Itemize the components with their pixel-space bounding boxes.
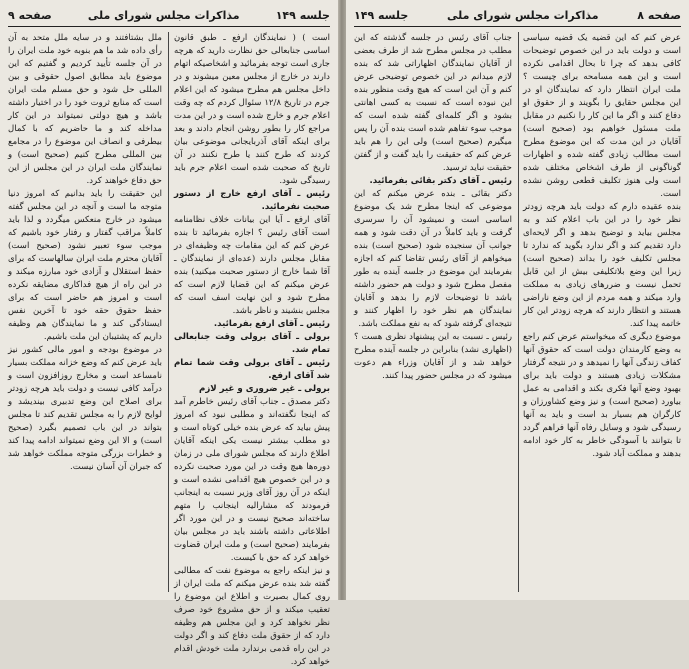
paragraph: موضوع دیگری که میخواستم عرض کنم راجع به وضع کارمندان دولت است که حقوق آنها کفاف زندگی آنها را نمیدهد و در نتیجه گرفتار مشکلات زیادی هستند و دولت باید برای بهبود وضع آنها فکری بکند و اقدامی به عمل بیاورد (صحیح است) و نیز وضع کشاورزان و کارگران هم بسیار بد است و باید به آنها رسیدگی شود و وسایل رفاه آنها فراهم گردد تا بتوانند با آسودگی خاطر به کار خود ادامه بدهند و مملکت آباد شود. <box>523 332 681 459</box>
column-divider <box>518 32 519 592</box>
header-rule <box>354 26 681 27</box>
paragraph: این حقیقت را باید بدانیم که امروز دنیا متوجه ما است و آنچه در این مجلس گفته میشود در خارج منعکس میگردد و لذا باید کاملاً مراقب گفتار و رفتار خود باشیم که موجب سوء تعبیر نشود (صحیح است) آقایان محترم ملت ایران سالهاست که برای حفظ استقلال و آزادی خود مبارزه میکند و در این راه از هیچ فداکاری مضایقه نکرده است و امروز هم حاضر است که برای حفظ حقوق حقه خود تا آخرین نفس ایستادگی کند و ما نمایندگان هم وظیفه داریم که پشتیبان این ملت باشیم. <box>8 189 162 342</box>
paragraph: جناب آقای رئیس در جلسه گذشته که این مطلب در مجلس مطرح شد از طرف بعضی از آقایان نمایندگان اظهاراتی شد که بنده لازم میدانم در این خصوص توضیحی عرض کنم و آن این است که هیچ وقت منظور بنده این نبوده است که نسبت به کسی اهانتی بشود و اگر کلمه‌ای گفته شده است که موجب سوء تفاهم شده است بنده آن را پس میگیرم (صحیح است) ولی این را هم باید عرض کنم که حقیقت را باید گفت و از گفتن حقیقت نباید ترسید. <box>354 33 512 173</box>
paragraph: رئیس ـ آقای برولی وقت شما تمام شد آقای ارفع. <box>174 358 330 381</box>
column-divider <box>168 32 169 592</box>
paragraph: دکتر مصدق ـ جناب آقای رئیس خاطرم آمد که اینجا نگفته‌اند و مطلبی نبود که امروز پیش بیاید که عرض بنده خیلی کوتاه است و دو مطلب بیشتر نیست یکی اینکه آقایان اطلاع دارند که مجلس شورای ملی در زمان دوره‌ها هیچ وقت در این مورد صحبت نکرده و در این خصوص هیچ اقدامی نشده است و اینکه در آن روز آقای وزیر نسبت به اینجانب فرمودند که مشارالیه اینجانب را متهم ساخته‌اند صحیح نیست و در این مورد اگر اطلاعاتی داشته باشند باید در مجلس بیان بفرمایند (صحیح است) و ملت ایران قضاوت خواهد کرد که حق با کیست. <box>174 397 330 563</box>
paragraph: رئیس ـ آقای ارفع بفرمائید. <box>213 319 330 329</box>
page-header <box>8 6 330 24</box>
page-number: صفحه ۸ <box>637 8 681 22</box>
paragraph: عرض کنم که این قضیه یک قضیه سیاسی است و دولت باید در این خصوص توضیحات کافی بدهد که چرا تا بحال اقدامی نکرده است و این همه مسامحه برای چیست ؟ ملت ایران انتظار دارد که نمایندگان او در این مجلس حقایق را بگویند و از حقوق او دفاع کنند و اگر ما این کار را نکنیم در مقابل ملت مسئول خواهیم بود (صحیح است) آقایان در این مدت که این موضوع مطرح است مطالب زیادی گفته شده و اظهارات گوناگونی از طرف اشخاص مختلف شده است ولی هنوز تکلیف قطعی روشن نشده است. <box>523 33 681 199</box>
paragraph: رئیس ـ نسبت به این پیشنهاد نظری هست ؟ (اظهاری نشد) بنابراین در جلسه آینده مطرح خواهد شد و از آقایان وزراء هم دعوت میشود که در مجلس حضور پیدا کنند. <box>354 332 512 381</box>
text-column-right <box>523 32 681 594</box>
page-left <box>0 0 338 667</box>
session-label: جلسه ۱۴۹ <box>354 8 409 22</box>
text-column-left <box>8 32 162 594</box>
page-right <box>346 0 689 600</box>
paragraph: رئیس ـ آقای ارفع خارج از دستور صحبت نفرمائید. <box>174 189 330 212</box>
session-label: جلسه ۱۴۹ <box>275 8 330 22</box>
paragraph: آقای ارفع ـ آیا این بیانات خلاف نظامنامه است آقای رئیس ؟ اجازه بفرمائید تا بنده عرض کنم که این مقامات چه وظیفه‌ای در مقابل مجلس دارند (عده‌ای از نمایندگان ـ آقا شما خارج از دستور صحبت میکنید) بنده عرض میکنم که این قضایا لازم است که مطرح شود و این نهایت اسف است که مجلس بنشیند و ناظر باشد. <box>174 215 330 316</box>
text-column-right <box>173 32 330 667</box>
paragraph: برولی ـ غیر ضروری و غیر لازم <box>199 384 330 394</box>
book-gutter <box>338 0 346 600</box>
paragraph: و نیز اینکه راجع به موضوع نفت که مطالبی گفته شد بنده عرض میکنم که ملت ایران از روی کمال بصیرت و اطلاع این موضوع را تعقیب میکند و از حق مشروع خود صرف نظر نخواهد کرد و این مجلس هم وظیفه دارد که از حقوق ملت دفاع کند و اگر دولت در این راه قدمی برندارد ملت خودش اقدام خواهد کرد. <box>174 566 330 667</box>
publication-title: مذاکرات مجلس شورای ملی <box>447 8 599 22</box>
paragraph: دکتر بقائی ـ بنده عرض میکنم که این موضوعی که اینجا مطرح شد یک موضوع اساسی است و نمیشود آن را سرسری گرفت و باید کاملاً در آن دقت شود و همه جوانب آن سنجیده شود (صحیح است) بنده میخواهم از آقای رئیس تقاضا کنم که اجازه بفرمایند این موضوع در جلسه آینده به طور مفصل مطرح شود و دولت هم حضور داشته باشد تا توضیحات لازم را بدهد و آقایان نمایندگان هم نظر خود را اظهار کنند و نتیجه‌ای گرفته شود که به نفع مملکت باشد. <box>354 189 512 329</box>
paragraph: ملل بشتافتند و در سایه ملل متحد به آن رأی داده شد ما هم بنوبه خود ملت ایران را در آن جلسه تأیید کردیم و گفتیم که این موضوع باید مطابق اصول حقوقی و بین المللی حل شود و حق مسلم ملت ایران است که منابع ثروت خود را در اختیار داشته باشد و هیچ دولتی نمیتواند در این کار مداخله کند و ما حاضریم که با کمال بیطرفی و انصاف این موضوع را در مجامع بین المللی مطرح کنیم (صحیح است) و نمایندگان ملت ایران در این مجلس از این حق دفاع خواهند کرد. <box>8 33 162 186</box>
paragraph: بنده عقیده دارم که دولت باید هرچه زودتر نظر خود را در این باب اعلام کند و به مجلس بیاید و توضیح بدهد و اگر لایحه‌ای دارد تقدیم کند و اگر ندارد بگوید که ندارد تا مجلس تکلیف خود را بداند (صحیح است) زیرا این وضع بلاتکلیفی بیش از این قابل تحمل نیست و ضررهای زیادی به مملکت وارد میکند و همه مردم از این وضع ناراضی هستند و انتظار دارند که هرچه زودتر این کار خاتمه پیدا کند. <box>523 202 681 329</box>
page-number: صفحه ۹ <box>8 8 52 22</box>
publication-title: مذاکرات مجلس شورای ملی <box>87 8 240 22</box>
paragraph: است ) ( نمایندگان ارفع ـ طبق قانون اساسی جنابعالی حق نظارت دارید که هرچه جاری است توجه بفرمائید و اشخاصیکه اتهام دارند در خارج از مجلس معین میشوند و در داخل مجلس هم مطرح میشود که این اعلام جرم در تاریخ ۱۲/۸ سئوال کردم که چه وقت اعلام جرم و خارج شده است و در این مدت مراجع کار را بطور روشن انجام دادند و بعد برای اینکه آقای آذربایجانی موضوعی بیان کردند که طرح کنند یا طرح نکنند در آن تاریخ که صحبت شده است اعلام جرم باید رسیدگی شود. <box>173 33 330 186</box>
paragraph: رئیس ـ آقای دکتر بقائی بفرمائید. <box>369 176 512 186</box>
paragraph: در موضوع بودجه و امور مالی کشور نیز باید عرض کنم که وضع خزانه مملکت بسیار نامساعد است و مخارج روزافزون است و درآمد کافی نیست و دولت باید هرچه زودتر برای اصلاح این وضع تدبیری بیندیشد و لوایح لازم را به مجلس تقدیم کند تا مجلس بتواند در این باب تصمیم بگیرد (صحیح است) و الا این وضع نمیتواند ادامه پیدا کند و خطرات بزرگی متوجه مملکت خواهد شد که جبران آن آسان نیست. <box>8 345 162 472</box>
paragraph: برولی ـ آقای برولی وقت جنابعالی تمام شد. <box>174 332 330 355</box>
page-header <box>354 6 681 24</box>
header-rule <box>8 26 330 27</box>
text-column-left <box>354 32 512 594</box>
